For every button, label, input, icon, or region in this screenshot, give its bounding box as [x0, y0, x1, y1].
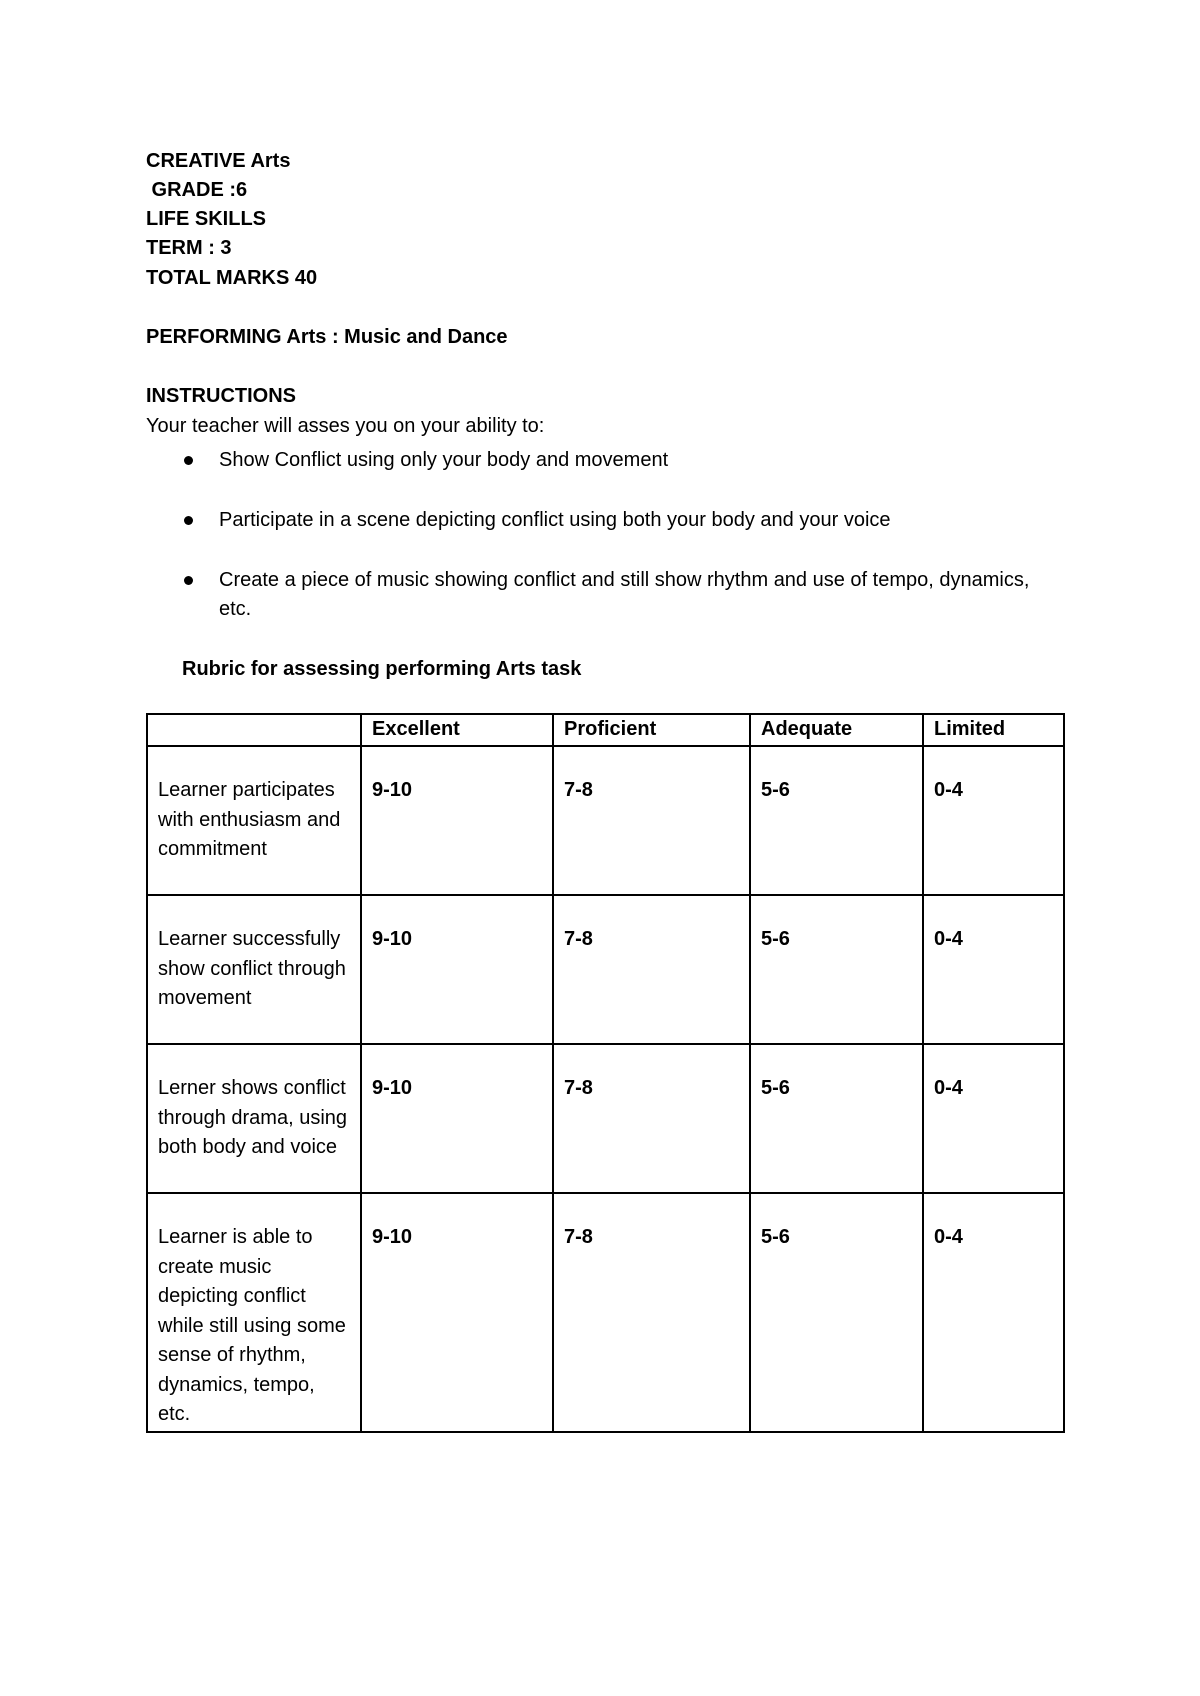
score-cell: 7-8 [553, 746, 750, 895]
total-marks-label: TOTAL MARKS 40 [146, 267, 318, 289]
column-header-adequate: Adequate [750, 714, 923, 746]
list-item [146, 506, 1066, 535]
score-cell: 5-6 [750, 1193, 923, 1432]
instructions-intro: Your teacher will asses you on your ability to: [146, 415, 545, 437]
score-cell: 7-8 [553, 1044, 750, 1193]
instructions-list [146, 446, 1066, 655]
list-item-text: Participate in a scene depicting conflict using both your body and your voice [219, 509, 891, 531]
score-cell: 9-10 [361, 895, 553, 1044]
rubric-table [146, 713, 1065, 1433]
criterion-cell: Learner is able to create music depicting conflict while still using some sense of rhythm, dynamics, tempo, etc. [147, 1193, 361, 1432]
section-title: PERFORMING Arts : Music and Dance [146, 326, 508, 348]
score-cell: 0-4 [923, 895, 1064, 1044]
score-cell: 5-6 [750, 1044, 923, 1193]
score-cell: 7-8 [553, 895, 750, 1044]
score-cell: 5-6 [750, 895, 923, 1044]
list-item-text: Show Conflict using only your body and movement [219, 449, 669, 471]
subject-title: CREATIVE Arts [146, 150, 291, 172]
table-row [147, 746, 1064, 895]
table-row [147, 1044, 1064, 1193]
column-header-excellent: Excellent [361, 714, 553, 746]
column-header [147, 714, 361, 746]
bullet-icon [184, 516, 193, 525]
score-cell: 9-10 [361, 1193, 553, 1432]
criterion-cell: Learner participates with enthusiasm and commitment [147, 746, 361, 895]
instructions-heading: INSTRUCTIONS [146, 385, 296, 407]
bullet-icon [184, 456, 193, 465]
score-cell: 0-4 [923, 1193, 1064, 1432]
score-cell: 9-10 [361, 746, 553, 895]
score-cell: 7-8 [553, 1193, 750, 1432]
learning-area-label: LIFE SKILLS [146, 208, 266, 230]
term-label: TERM : 3 [146, 237, 232, 259]
table-header-row [147, 714, 1064, 746]
bullet-icon [184, 576, 193, 585]
table-row [147, 1193, 1064, 1432]
list-item [146, 566, 1066, 624]
list-item-text: Create a piece of music showing conflict and still show rhythm and use of tempo, dynamics, etc. [219, 569, 1030, 620]
grade-label: GRADE :6 [146, 179, 248, 201]
score-cell: 0-4 [923, 746, 1064, 895]
score-cell: 9-10 [361, 1044, 553, 1193]
criterion-cell: Lerner shows conflict through drama, using both body and voice [147, 1044, 361, 1193]
table-row [147, 895, 1064, 1044]
score-cell: 0-4 [923, 1044, 1064, 1193]
criterion-cell: Learner successfully show conflict through movement [147, 895, 361, 1044]
list-item [146, 446, 1066, 475]
column-header-limited: Limited [923, 714, 1064, 746]
score-cell: 5-6 [750, 746, 923, 895]
column-header-proficient: Proficient [553, 714, 750, 746]
rubric-title: Rubric for assessing performing Arts task [182, 658, 582, 680]
